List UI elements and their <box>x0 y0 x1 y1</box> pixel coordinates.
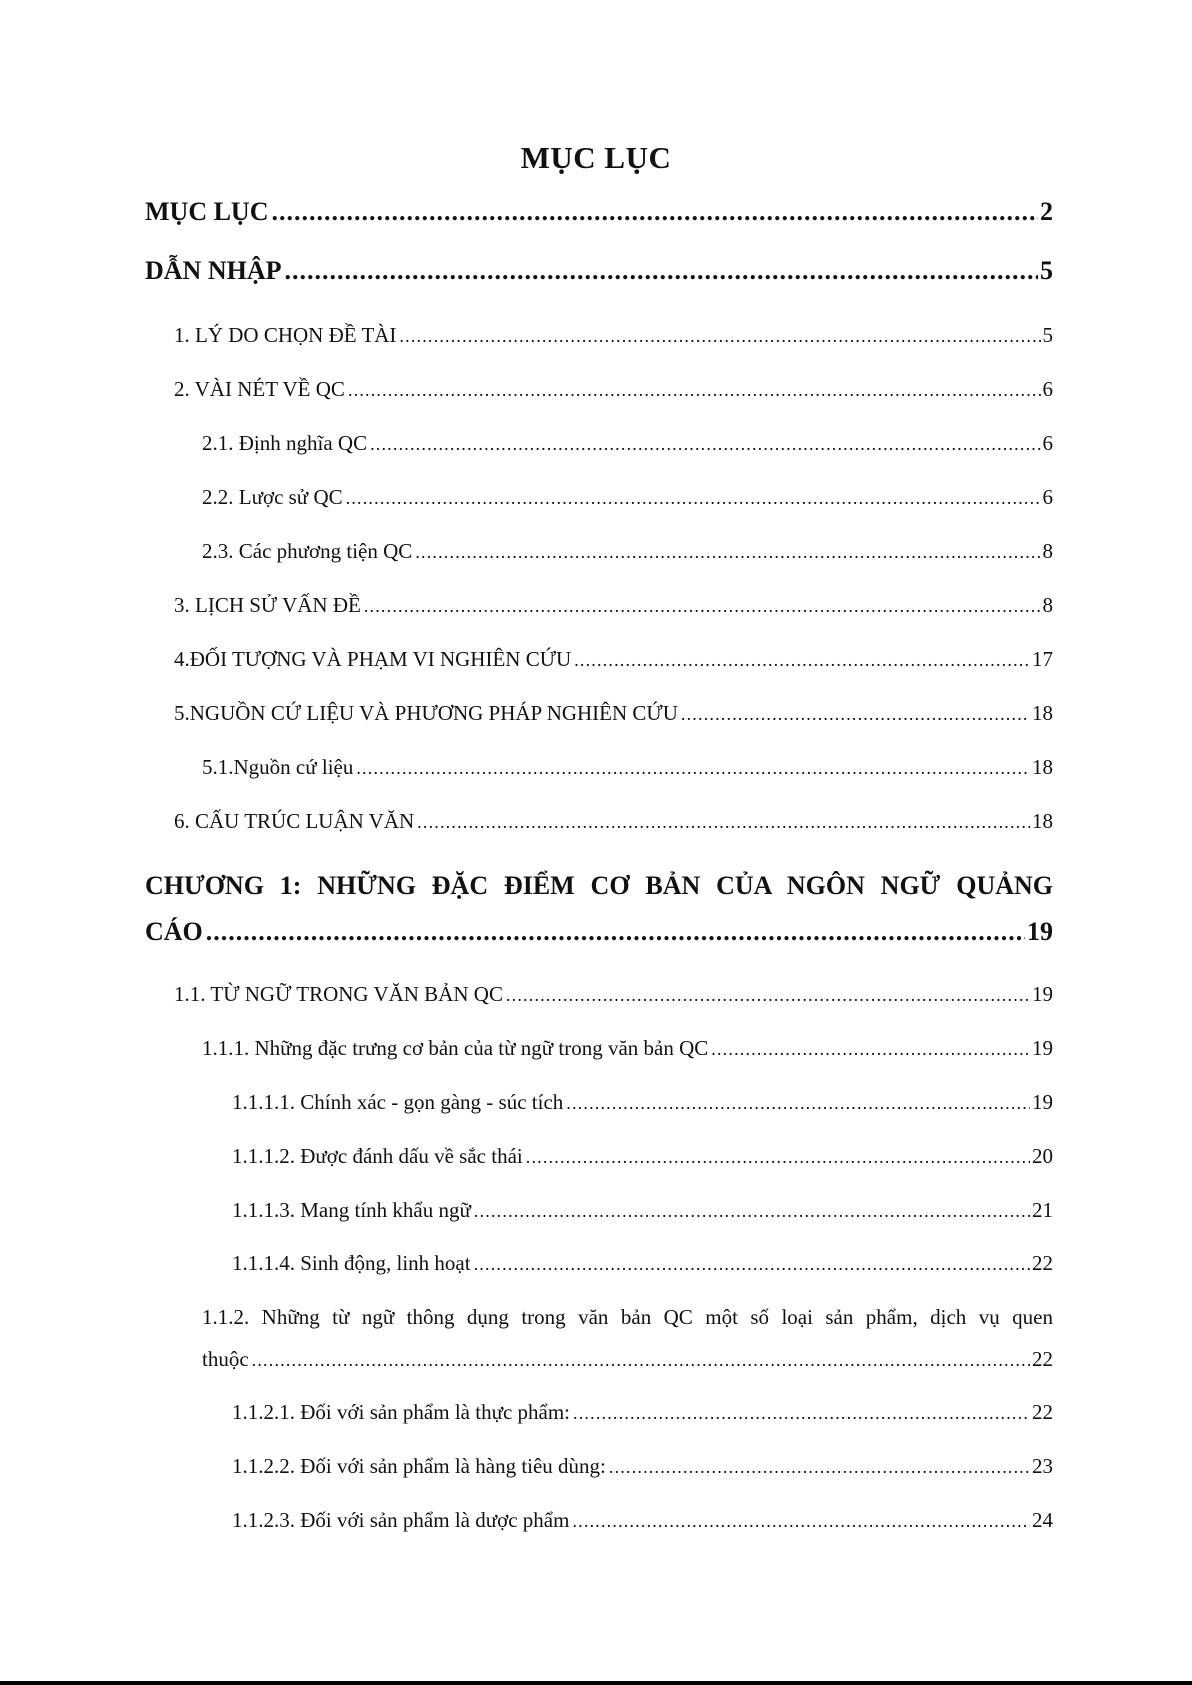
dot-leader <box>474 1201 1030 1222</box>
dot-leader <box>417 812 1030 833</box>
dot-leader <box>206 917 1025 947</box>
toc-entry <box>232 1198 1053 1223</box>
toc-entry-label: 2.2. Lược sử QC <box>202 485 343 509</box>
dot-leader <box>566 1093 1030 1114</box>
dot-leader <box>526 1147 1030 1168</box>
toc-page-number: 8 <box>1042 539 1053 563</box>
toc-entry-label: 1.1.1.2. Được đánh dấu về sắc thái <box>232 1144 523 1168</box>
dot-leader <box>370 434 1040 455</box>
toc-entry <box>174 377 1053 402</box>
dot-leader <box>474 1254 1030 1275</box>
dot-leader <box>364 596 1041 617</box>
toc-entry <box>202 755 1053 780</box>
toc-entry-label: 2.3. Các phương tiện QC <box>202 539 413 563</box>
toc-entry-line1: 1.1.2. Những từ ngữ thông dụng trong văn bản QC một số loại sản phẩm, dịch vụ quen <box>202 1305 1053 1329</box>
toc-page-number: 24 <box>1032 1508 1053 1532</box>
toc-entry <box>174 647 1053 672</box>
toc-entry-label: 1.1.1.4. Sinh động, linh hoạt <box>232 1251 471 1275</box>
toc-entry <box>174 323 1053 348</box>
toc-entry <box>174 593 1053 618</box>
toc-page-number: 19 <box>1032 1090 1053 1114</box>
toc-page-number: 20 <box>1032 1144 1053 1168</box>
toc-entry-label: MỤC LỤC <box>145 197 269 226</box>
toc-entry-label: 1. LÝ DO CHỌN ĐỀ TÀI <box>174 323 397 347</box>
page-bottom-edge <box>0 1681 1192 1685</box>
toc-entry-label: CÁO <box>145 917 203 946</box>
toc-entry <box>232 1251 1053 1276</box>
toc-entry-label: DẪN NHẬP <box>145 256 282 285</box>
toc-entry-label: 1.1.1. Những đặc trưng cơ bản của từ ngữ trong văn bản QC <box>202 1036 709 1060</box>
toc-page-number: 22 <box>1032 1347 1053 1371</box>
dot-leader <box>506 985 1030 1006</box>
toc-entry <box>174 982 1053 1007</box>
toc-page-number: 2 <box>1040 197 1053 226</box>
toc-entry-label: 5.1.Nguồn cứ liệu <box>202 755 354 779</box>
toc-entry <box>232 1508 1053 1533</box>
toc-entry <box>232 1454 1053 1479</box>
dot-leader <box>711 1039 1030 1060</box>
dot-leader <box>346 488 1041 509</box>
toc-page-number: 6 <box>1042 485 1053 509</box>
toc-chapter-heading-line1: CHƯƠNG 1: NHỮNG ĐẶC ĐIỂM CƠ BẢN CỦA NGÔN NGỮ QUẢNG <box>145 871 1053 900</box>
toc-entry-label: 1.1.2.3. Đối với sản phẩm là dược phẩm <box>232 1508 570 1532</box>
toc-entry <box>202 1036 1053 1061</box>
toc-page-number: 19 <box>1032 1036 1053 1060</box>
toc-entry-label: thuộc <box>202 1347 249 1371</box>
toc-entry <box>232 1090 1053 1115</box>
toc-page-number: 23 <box>1032 1454 1053 1478</box>
dot-leader <box>272 197 1039 227</box>
toc-page-number: 6 <box>1042 431 1053 455</box>
toc-entry-label: 3. LỊCH SỬ VẤN ĐỀ <box>174 593 361 617</box>
toc-entry-label: 1.1.2.2. Đối với sản phẩm là hàng tiêu dùng: <box>232 1454 606 1478</box>
toc-entry <box>202 431 1053 456</box>
toc-entry <box>202 1347 1053 1372</box>
toc-page-number: 5 <box>1042 323 1053 347</box>
dot-leader <box>356 758 1030 779</box>
dot-leader <box>415 542 1040 563</box>
toc-page-number: 19 <box>1032 982 1053 1006</box>
dot-leader <box>285 256 1039 286</box>
dot-leader <box>609 1457 1030 1478</box>
dot-leader <box>681 704 1030 725</box>
dot-leader <box>399 326 1040 347</box>
toc-entry-label: 2.1. Định nghĩa QC <box>202 431 368 455</box>
toc-page-number: 18 <box>1032 809 1053 833</box>
toc-page-number: 17 <box>1032 647 1053 671</box>
toc-entry-label: 5.NGUỒN CỨ LIỆU VÀ PHƯƠNG PHÁP NGHIÊN CỨU <box>174 701 678 725</box>
toc-entry-label: 1.1. TỪ NGỮ TRONG VĂN BẢN QC <box>174 982 503 1006</box>
toc-page-number: 18 <box>1032 701 1053 725</box>
toc-entry-label: 1.1.1.3. Mang tính khẩu ngữ <box>232 1198 471 1222</box>
toc-entry <box>145 197 1053 227</box>
toc-entry <box>174 701 1053 726</box>
toc-entry <box>232 1144 1053 1169</box>
dot-leader <box>572 1511 1030 1532</box>
toc-page-number: 22 <box>1032 1251 1053 1275</box>
dot-leader <box>252 1350 1030 1371</box>
toc-page-number: 18 <box>1032 755 1053 779</box>
toc-entry <box>174 809 1053 834</box>
toc-entry-label: 1.1.1.1. Chính xác - gọn gàng - súc tích <box>232 1090 564 1114</box>
toc-entry <box>202 485 1053 510</box>
toc-entry <box>145 256 1053 286</box>
toc-entry <box>202 539 1053 564</box>
toc-entry-label: 1.1.2.1. Đối với sản phẩm là thực phẩm: <box>232 1400 571 1424</box>
toc-entry <box>232 1400 1053 1425</box>
toc-entry <box>145 917 1053 947</box>
toc-page-number: 5 <box>1040 256 1053 285</box>
toc-entry-label: 4.ĐỐI TƯỢNG VÀ PHẠM VI NGHIÊN CỨU <box>174 647 572 671</box>
toc-page-number: 6 <box>1042 377 1053 401</box>
toc-entry-label: 2. VÀI NÉT VỀ QC <box>174 377 345 401</box>
dot-leader <box>573 1403 1030 1424</box>
toc-page-number: 19 <box>1027 917 1053 946</box>
toc-entry-label: 6. CẤU TRÚC LUẬN VĂN <box>174 809 415 833</box>
toc-page-number: 22 <box>1032 1400 1053 1424</box>
dot-leader <box>574 650 1030 671</box>
toc-page-number: 8 <box>1042 593 1053 617</box>
toc-page-number: 21 <box>1032 1198 1053 1222</box>
page-title: MỤC LỤC <box>520 140 672 175</box>
dot-leader <box>348 380 1041 401</box>
